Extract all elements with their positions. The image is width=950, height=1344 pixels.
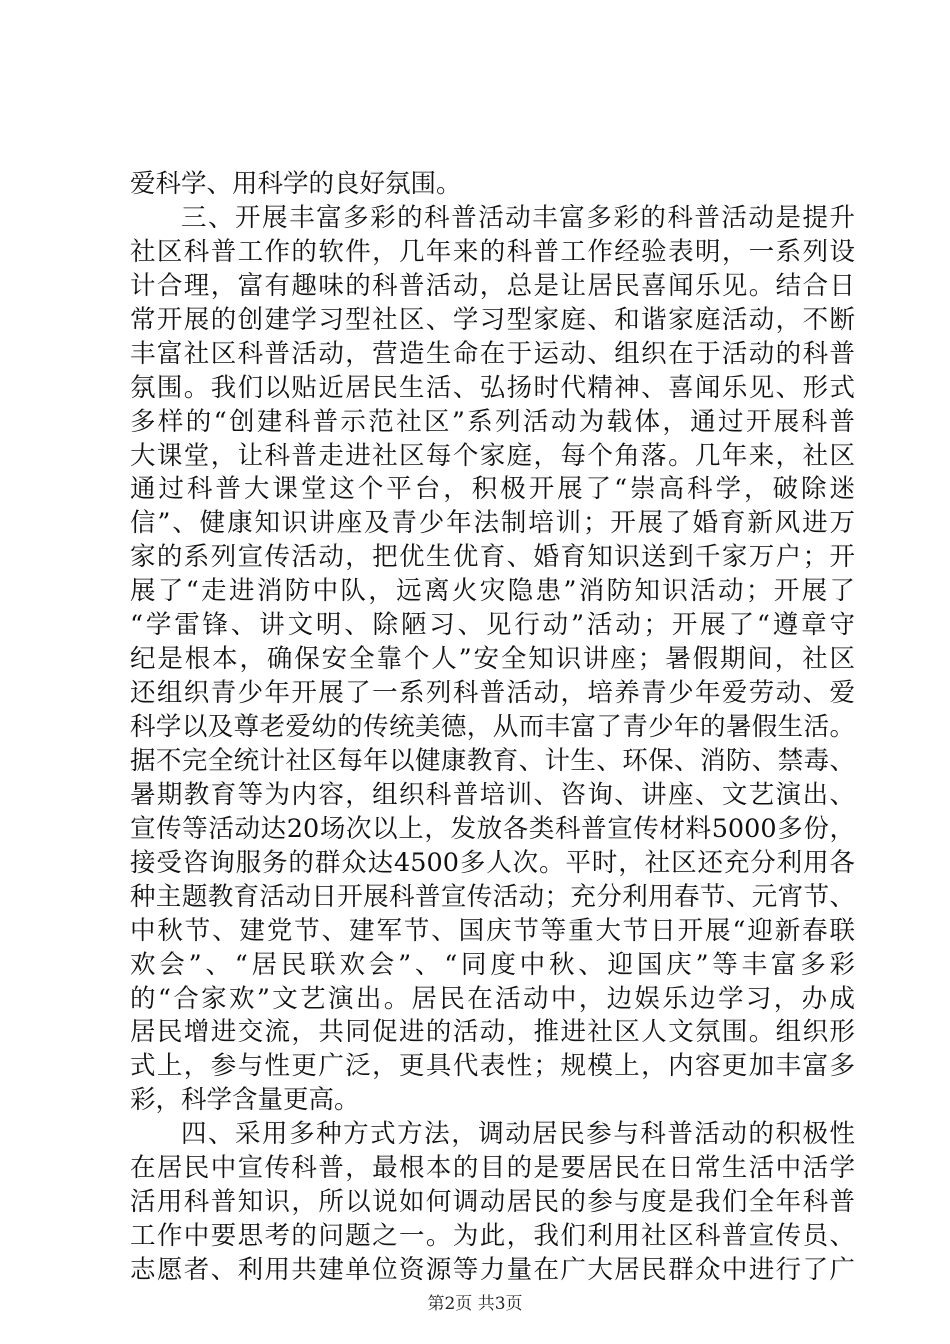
paragraph-line: 据不完全统计社区每年以健康教育、计生、环保、消防、禁毒、 (130, 745, 855, 776)
paragraph-line: “学雷锋、讲文明、除陋习、见行动”活动；开展了“遵章守 (130, 610, 855, 641)
paragraph-line: 多样的“创建科普示范社区”系列活动为载体，通过开展科普 (130, 406, 855, 437)
paragraph-line: 式上，参与性更广泛，更具代表性；规模上，内容更加丰富多 (130, 1051, 855, 1082)
paragraph-line: 科学以及尊老爱幼的传统美德，从而丰富了青少年的暑假生活。 (130, 712, 855, 742)
paragraph-line: 暑期教育等为内容，组织科普培训、咨询、讲座、文艺演出、 (130, 779, 855, 810)
paragraph-line: 四、采用多种方式方法，调动居民参与科普活动的积极性 (181, 1119, 855, 1150)
paragraph-line: 通过科普大课堂这个平台，积极开展了“崇高科学，破除迷 (130, 474, 855, 505)
paragraph-line: 三、开展丰富多彩的科普活动丰富多彩的科普活动是提升 (181, 202, 855, 233)
paragraph-line: 活用科普知识，所以说如何调动居民的参与度是我们全年科普 (130, 1187, 855, 1218)
paragraph-line: 大课堂，让科普走进社区每个家庭，每个角落。几年来，社区 (130, 440, 855, 471)
paragraph-line: 中秋节、建党节、建军节、国庆节等重大节日开展“迎新春联 (130, 915, 855, 946)
paragraph-line: 还组织青少年开展了一系列科普活动，培养青少年爱劳动、爱 (130, 678, 855, 709)
paragraph-line: 信”、健康知识讲座及青少年法制培训；开展了婚育新风进万 (130, 508, 855, 539)
paragraph-line: 计合理，富有趣味的科普活动，总是让居民喜闻乐见。结合日 (130, 270, 855, 301)
paragraph-line: 社区科普工作的软件，几年来的科普工作经验表明，一系列设 (130, 236, 855, 267)
paragraph-line: 接受咨询服务的群众达4500多人次。平时，社区还充分利用各 (130, 847, 855, 878)
paragraph-line: 纪是根本，确保安全靠个人”安全知识讲座；暑假期间，社区 (130, 644, 855, 675)
paragraph-line: 家的系列宣传活动，把优生优育、婚育知识送到千家万户；开 (130, 542, 855, 573)
document-body (130, 168, 855, 1288)
paragraph-line: 种主题教育活动日开展科普宣传活动；充分利用春节、元宵节、 (130, 881, 855, 912)
paragraph-line: 彩，科学含量更高。 (130, 1085, 360, 1116)
paragraph-line: 氛围。我们以贴近居民生活、弘扬时代精神、喜闻乐见、形式 (130, 372, 855, 403)
paragraph-line: 志愿者、利用共建单位资源等力量在广大居民群众中进行了广 (130, 1255, 855, 1285)
paragraph-line: 工作中要思考的问题之一。为此，我们利用社区科普宣传员、 (130, 1221, 855, 1252)
paragraph-line: 爱科学、用科学的良好氛围。 (130, 169, 462, 199)
page-number-footer: 第2页 共3页 (427, 1294, 523, 1314)
paragraph-line: 居民增进交流，共同促进的活动，推进社区人文氛围。组织形 (130, 1017, 855, 1048)
paragraph-line: 欢会”、“居民联欢会”、“同度中秋、迎国庆”等丰富多彩 (130, 949, 855, 980)
paragraph-line: 在居民中宣传科普，最根本的目的是要居民在日常生活中活学 (130, 1153, 855, 1184)
paragraph-line: 展了“走进消防中队，远离火灾隐患”消防知识活动；开展了 (130, 576, 855, 607)
paragraph-line: 丰富社区科普活动，营造生命在于运动、组织在于活动的科普 (130, 338, 855, 369)
paragraph-line: 宣传等活动达20场次以上，发放各类科普宣传材料5000多份， (130, 813, 855, 844)
paragraph-line: 的“合家欢”文艺演出。居民在活动中，边娱乐边学习，办成 (130, 983, 855, 1014)
paragraph-line: 常开展的创建学习型社区、学习型家庭、和谐家庭活动，不断 (130, 304, 855, 335)
